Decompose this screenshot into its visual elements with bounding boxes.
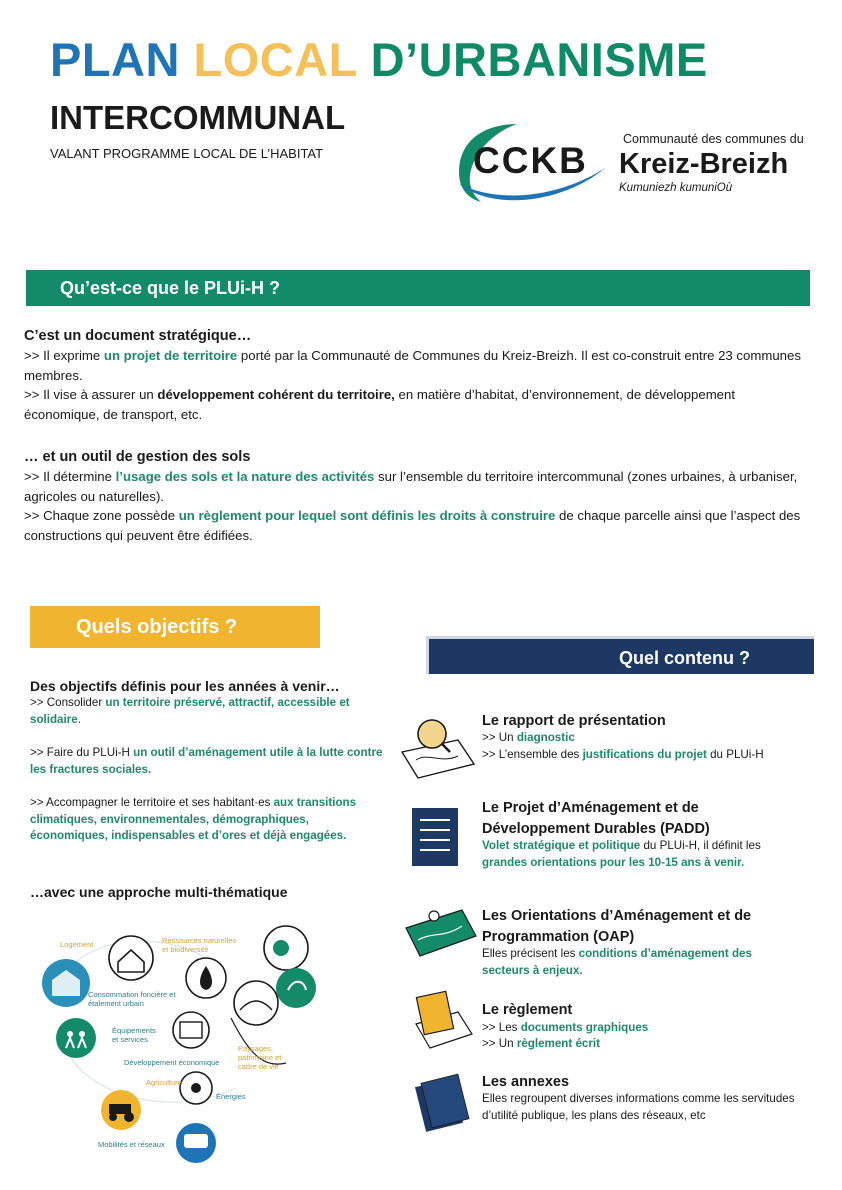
section-banner-what	[26, 270, 810, 306]
cckb-logo	[455, 120, 815, 210]
content-1-line2	[482, 747, 812, 764]
title-urbanisme: D’URBANISME	[370, 33, 708, 86]
text-run: de chaque parcelle ainsi que l’aspect des constructions qui peuvent être édifiées.	[24, 508, 801, 543]
content-5-title: Les annexes	[482, 1074, 570, 1090]
content-1-line1	[482, 730, 812, 747]
tagline: VALANT PROGRAMME LOCAL DE L’HABITAT	[50, 146, 324, 161]
logo-acronym: CCKB	[473, 140, 588, 181]
highlight-text: un territoire préservé, attractif, accessible et solidaire	[30, 696, 350, 726]
highlight-text: documents graphiques	[520, 1021, 649, 1034]
text-run: sur l’ensemble du territoire intercommunal (zones urbaines, à urbaniser, agricoles ou naturelles).	[24, 469, 798, 504]
content-2-title: Le Projet d’Aménagement et de Développement Durables (PADD)	[482, 800, 710, 837]
heading-soil-tool: … et un outil de gestion des sols	[24, 449, 251, 465]
text-run: >> Un	[482, 731, 517, 744]
document-list-icon	[410, 806, 460, 868]
magnifier-map-icon	[398, 712, 476, 782]
text-run: en matière d’habitat, d’environnement, de développement économique, de transport, etc.	[24, 387, 736, 422]
theme-developpement: Développement économique	[124, 1058, 220, 1067]
text-run: >> Les	[482, 1021, 521, 1034]
oap-map-icon	[404, 906, 478, 960]
highlight-text: aux transitions climatiques, environnementales, démographiques, économiques, indispensables et d’ores et déjà engagées.	[30, 796, 357, 842]
paragraph-development	[24, 385, 814, 424]
highlight-text: diagnostic	[516, 731, 575, 744]
text-run: >> Il détermine	[24, 469, 116, 484]
logo-line1: Communauté des communes du	[623, 132, 804, 146]
text-run: du PLUi-H, il définit les	[640, 839, 761, 852]
themes-diagram-art-icon	[36, 918, 336, 1168]
objective-3	[30, 795, 385, 845]
banner-label: Qu’est-ce que le PLUi-H ?	[60, 278, 281, 298]
paragraph-soil-usage	[24, 467, 814, 506]
theme-logement: Logement	[60, 940, 94, 949]
paragraph-project	[24, 346, 814, 385]
highlight-text: Volet stratégique et politique	[482, 839, 641, 852]
logo-line2: Kreiz-Breizh	[619, 148, 789, 180]
text-run: >> Chaque zone possède	[24, 508, 179, 523]
highlight-text: grandes orientations pour les 10-15 ans à venir.	[482, 855, 745, 869]
content-4-line1	[482, 1020, 802, 1037]
text-run: >> Il exprime	[24, 348, 104, 363]
themes-diagram	[36, 918, 336, 1168]
banner-label: Quel contenu ?	[619, 648, 751, 668]
heading-objectives: Des objectifs définis pour les années à venir…	[30, 678, 340, 694]
content-4-line2	[482, 1036, 802, 1053]
highlight-text: conditions d’aménagement des secteurs à enjeux.	[482, 947, 752, 977]
objective-1	[30, 695, 385, 728]
highlight-text: l’usage des sols et la nature des activités	[115, 469, 375, 484]
highlight-text: un règlement pour lequel sont définis les droits à construire	[178, 508, 556, 523]
theme-paysages: Paysages, patrimoine et cadre de vie	[238, 1044, 282, 1071]
text-run: >> Un	[482, 1037, 517, 1050]
text-run: Elles précisent les	[482, 947, 579, 960]
theme-mobilites: Mobilités et réseaux	[98, 1140, 165, 1149]
theme-energies: Énergies	[216, 1092, 246, 1101]
text-run: porté par la Communauté de Communes du Kreiz-Breizh. Il est co-construit entre 23 communes membres.	[24, 348, 801, 383]
text-run: >> Consolider	[30, 696, 106, 709]
theme-ressources: Ressources naturelles et biodiversité	[162, 936, 237, 954]
highlight-text: un projet de territoire	[103, 348, 238, 363]
subtitle: INTERCOMMUNAL	[50, 99, 346, 136]
text-run: >> Il vise à assurer un	[24, 387, 158, 402]
heading-themes: …avec une approche multi-thématique	[30, 884, 288, 900]
regulation-book-icon	[410, 990, 474, 1052]
paragraph-zone-rules	[24, 506, 814, 545]
logo-line3: Kumuniezh kumuniOù	[619, 182, 733, 194]
text-run: .	[77, 712, 81, 726]
content-4-title: Le règlement	[482, 1002, 573, 1018]
content-3-title: Les Orientations d’Aménagement et de Programmation (OAP)	[482, 908, 752, 945]
section-banner-objectives	[30, 606, 320, 648]
text-run: >> Accompagner le territoire et ses habitant·es	[30, 796, 274, 809]
section-banner-content	[426, 636, 814, 674]
content-2-text	[482, 838, 802, 871]
content-3-text	[482, 946, 802, 979]
highlight-text: règlement écrit	[516, 1037, 600, 1050]
annexes-books-icon	[412, 1072, 472, 1134]
heading-strategic: C’est un document stratégique…	[24, 328, 252, 344]
content-1-title: Le rapport de présentation	[482, 713, 666, 729]
content-5-text: Elles regroupent diverses informations comme les servitudes d’utilité publique, les plans des réseaux, etc	[482, 1092, 795, 1122]
title-local: LOCAL	[193, 33, 358, 86]
highlight-text: un outil d’aménagement utile à la lutte contre les fractures sociales.	[30, 746, 383, 776]
theme-consommation: Consommation foncière et étalement urbain	[88, 990, 176, 1008]
theme-agriculture: Agriculture	[146, 1078, 182, 1087]
text-run: du PLUi-H	[706, 748, 764, 761]
theme-equipements: Équipements et services	[112, 1026, 156, 1044]
text-run: >> L’ensemble des	[482, 748, 583, 761]
objective-2	[30, 745, 385, 778]
text-run: >> Faire du PLUi-H	[30, 746, 134, 759]
banner-label: Quels objectifs ?	[76, 616, 238, 638]
bold-text: développement cohérent du territoire,	[157, 387, 395, 402]
highlight-text: justifications du projet	[582, 748, 707, 761]
main-title	[50, 32, 708, 88]
title-plan: PLAN	[50, 33, 180, 86]
